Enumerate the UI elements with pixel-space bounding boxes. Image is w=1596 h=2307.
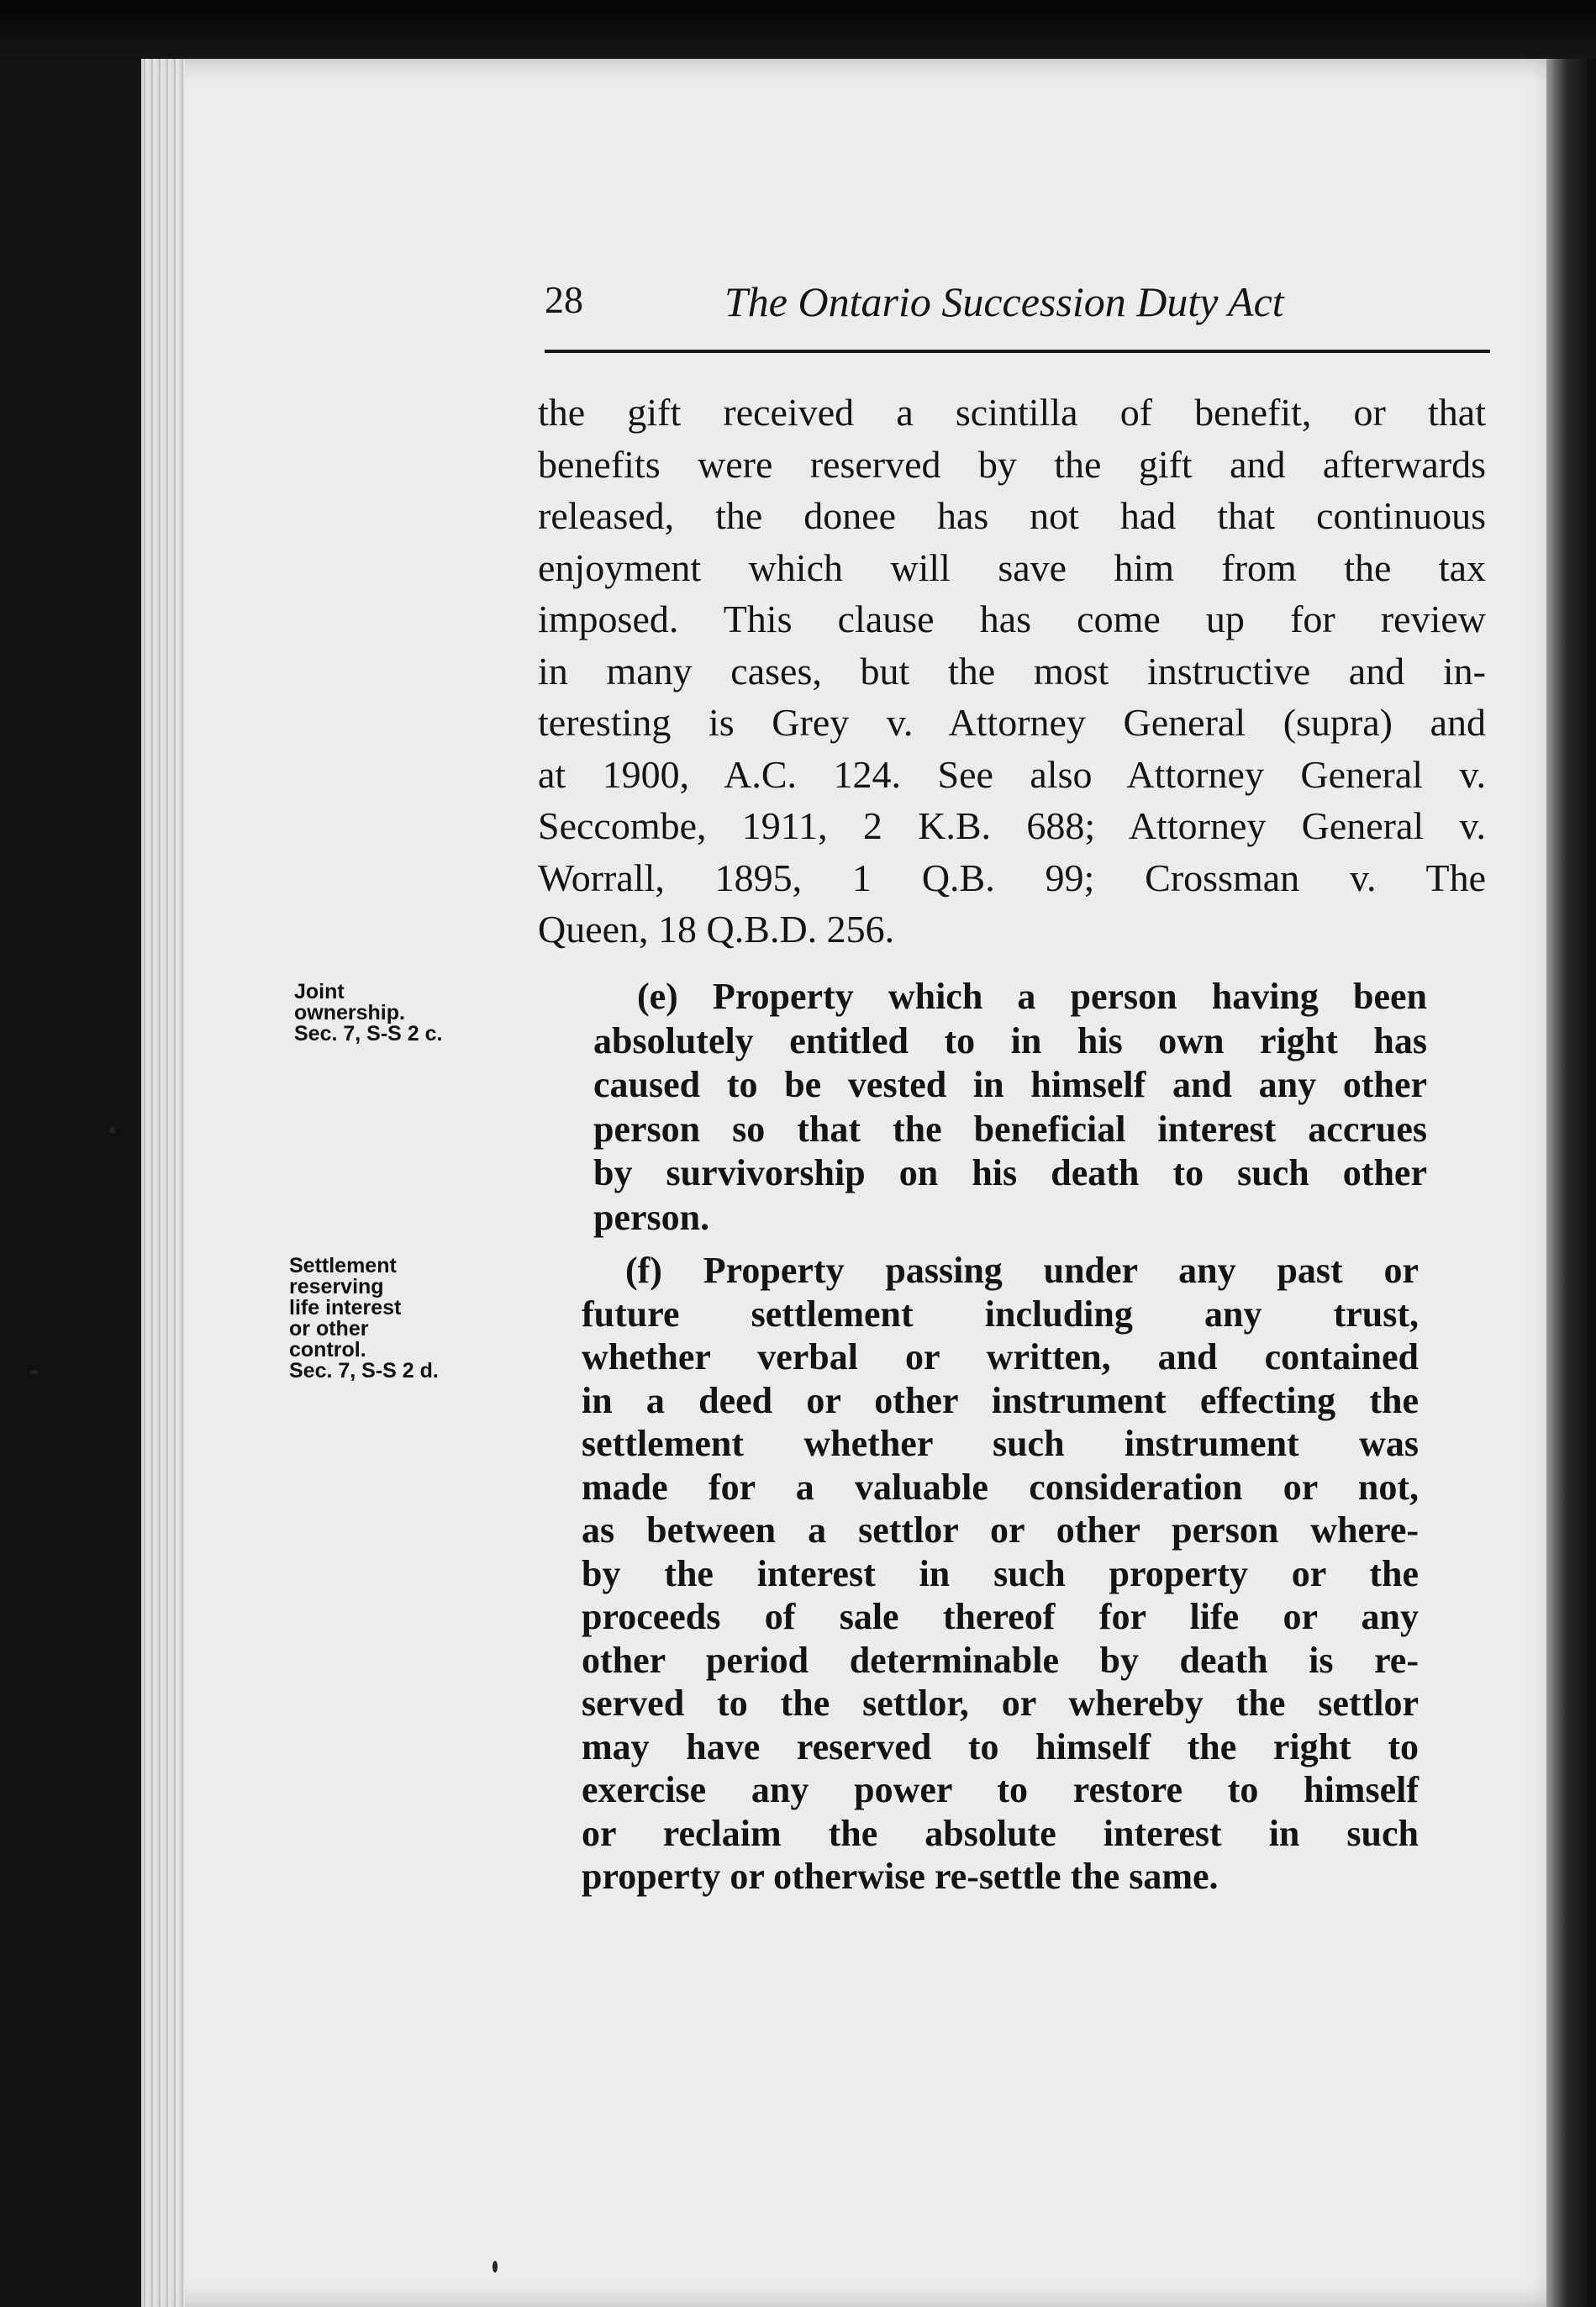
scan-speck (492, 2261, 498, 2273)
text-line: Worrall, 1895, 1 Q.B. 99; Crossman v. The (538, 856, 1486, 899)
text-line: proceeds of sale thereof for life or any (582, 1596, 1419, 1637)
text-line: made for a valuable consideration or not, (582, 1466, 1419, 1508)
page-number: 28 (545, 278, 583, 321)
marginal-note-settlement (289, 1256, 439, 1382)
text-line: (e) Property which a person having been (637, 976, 1427, 1017)
text-line: caused to be vested in himself and any other (593, 1064, 1427, 1105)
marginal-note-joint-ownership (294, 982, 443, 1045)
marginal-note-line: Settlement (289, 1254, 397, 1277)
marginal-note-line: reserving (289, 1275, 384, 1298)
text-line: by the interest in such property or the (582, 1552, 1419, 1594)
marginal-note-line: ownership. (294, 1001, 405, 1024)
text-line: person. (593, 1196, 710, 1238)
text-line: benefits were reserved by the gift and afterwards (538, 442, 1486, 486)
text-line: or reclaim the absolute interest in such (582, 1812, 1419, 1854)
text-line: Seccombe, 1911, 2 K.B. 688; Attorney General v. (538, 804, 1486, 847)
text-line: person so that the beneficial interest accrues (593, 1108, 1427, 1150)
text-line: Queen, 18 Q.B.D. 256. (538, 908, 895, 951)
clause-f (582, 1249, 1419, 1899)
text-line: exercise any power to restore to himself (582, 1769, 1419, 1810)
text-line: absolutely entitled to in his own right has (593, 1019, 1427, 1061)
text-line: whether verbal or written, and contained (582, 1336, 1419, 1377)
text-line: released, the donee has not had that continuous (538, 494, 1486, 537)
text-line: other period determinable by death is re- (582, 1639, 1419, 1681)
text-line: in a deed or other instrument effecting the (582, 1379, 1419, 1421)
text-line: the gift received a scintilla of benefit, or that (538, 391, 1486, 434)
text-line: in many cases, but the most instructive and in- (538, 649, 1486, 693)
text-line: settlement whether such instrument was (582, 1423, 1419, 1464)
scan-speck (30, 1370, 39, 1374)
text-line: as between a settlor or other person where- (582, 1509, 1419, 1551)
text-line: imposed. This clause has come up for review (538, 598, 1486, 640)
scanner-frame (0, 0, 1596, 59)
marginal-note-line: life interest (289, 1296, 402, 1319)
text-line: served to the settlor, or whereby the settlor (582, 1683, 1419, 1724)
marginal-note-line: Joint (294, 980, 345, 1003)
paragraph-continued (538, 387, 1486, 956)
running-header (545, 269, 1490, 353)
text-line: may have reserved to himself the right to (582, 1725, 1419, 1767)
marginal-note-line: Sec. 7, S-S 2 c. (294, 1022, 443, 1046)
marginal-note-line: or other (289, 1317, 369, 1340)
text-line: future settlement including any trust, (582, 1293, 1419, 1335)
text-line: at 1900, A.C. 124. See also Attorney General v. (538, 752, 1486, 796)
text-line: teresting is Grey v. Attorney General (supra) and (538, 701, 1486, 744)
text-line: property or otherwise re-settle the same. (582, 1856, 1219, 1897)
running-title: The Ontario Succession Duty Act (724, 278, 1284, 325)
text-line: (f) Property passing under any past or (625, 1250, 1419, 1291)
clause-e (593, 975, 1427, 1240)
marginal-note-line: control. (289, 1338, 366, 1362)
scan-speck (109, 1126, 115, 1134)
page-binding-edge (141, 59, 185, 2307)
page-right-shadow (1546, 59, 1596, 2307)
marginal-note-line: Sec. 7, S-S 2 d. (289, 1359, 439, 1383)
text-line: by survivorship on his death to such other (593, 1152, 1427, 1193)
text-line: enjoyment which will save him from the tax (538, 545, 1486, 589)
